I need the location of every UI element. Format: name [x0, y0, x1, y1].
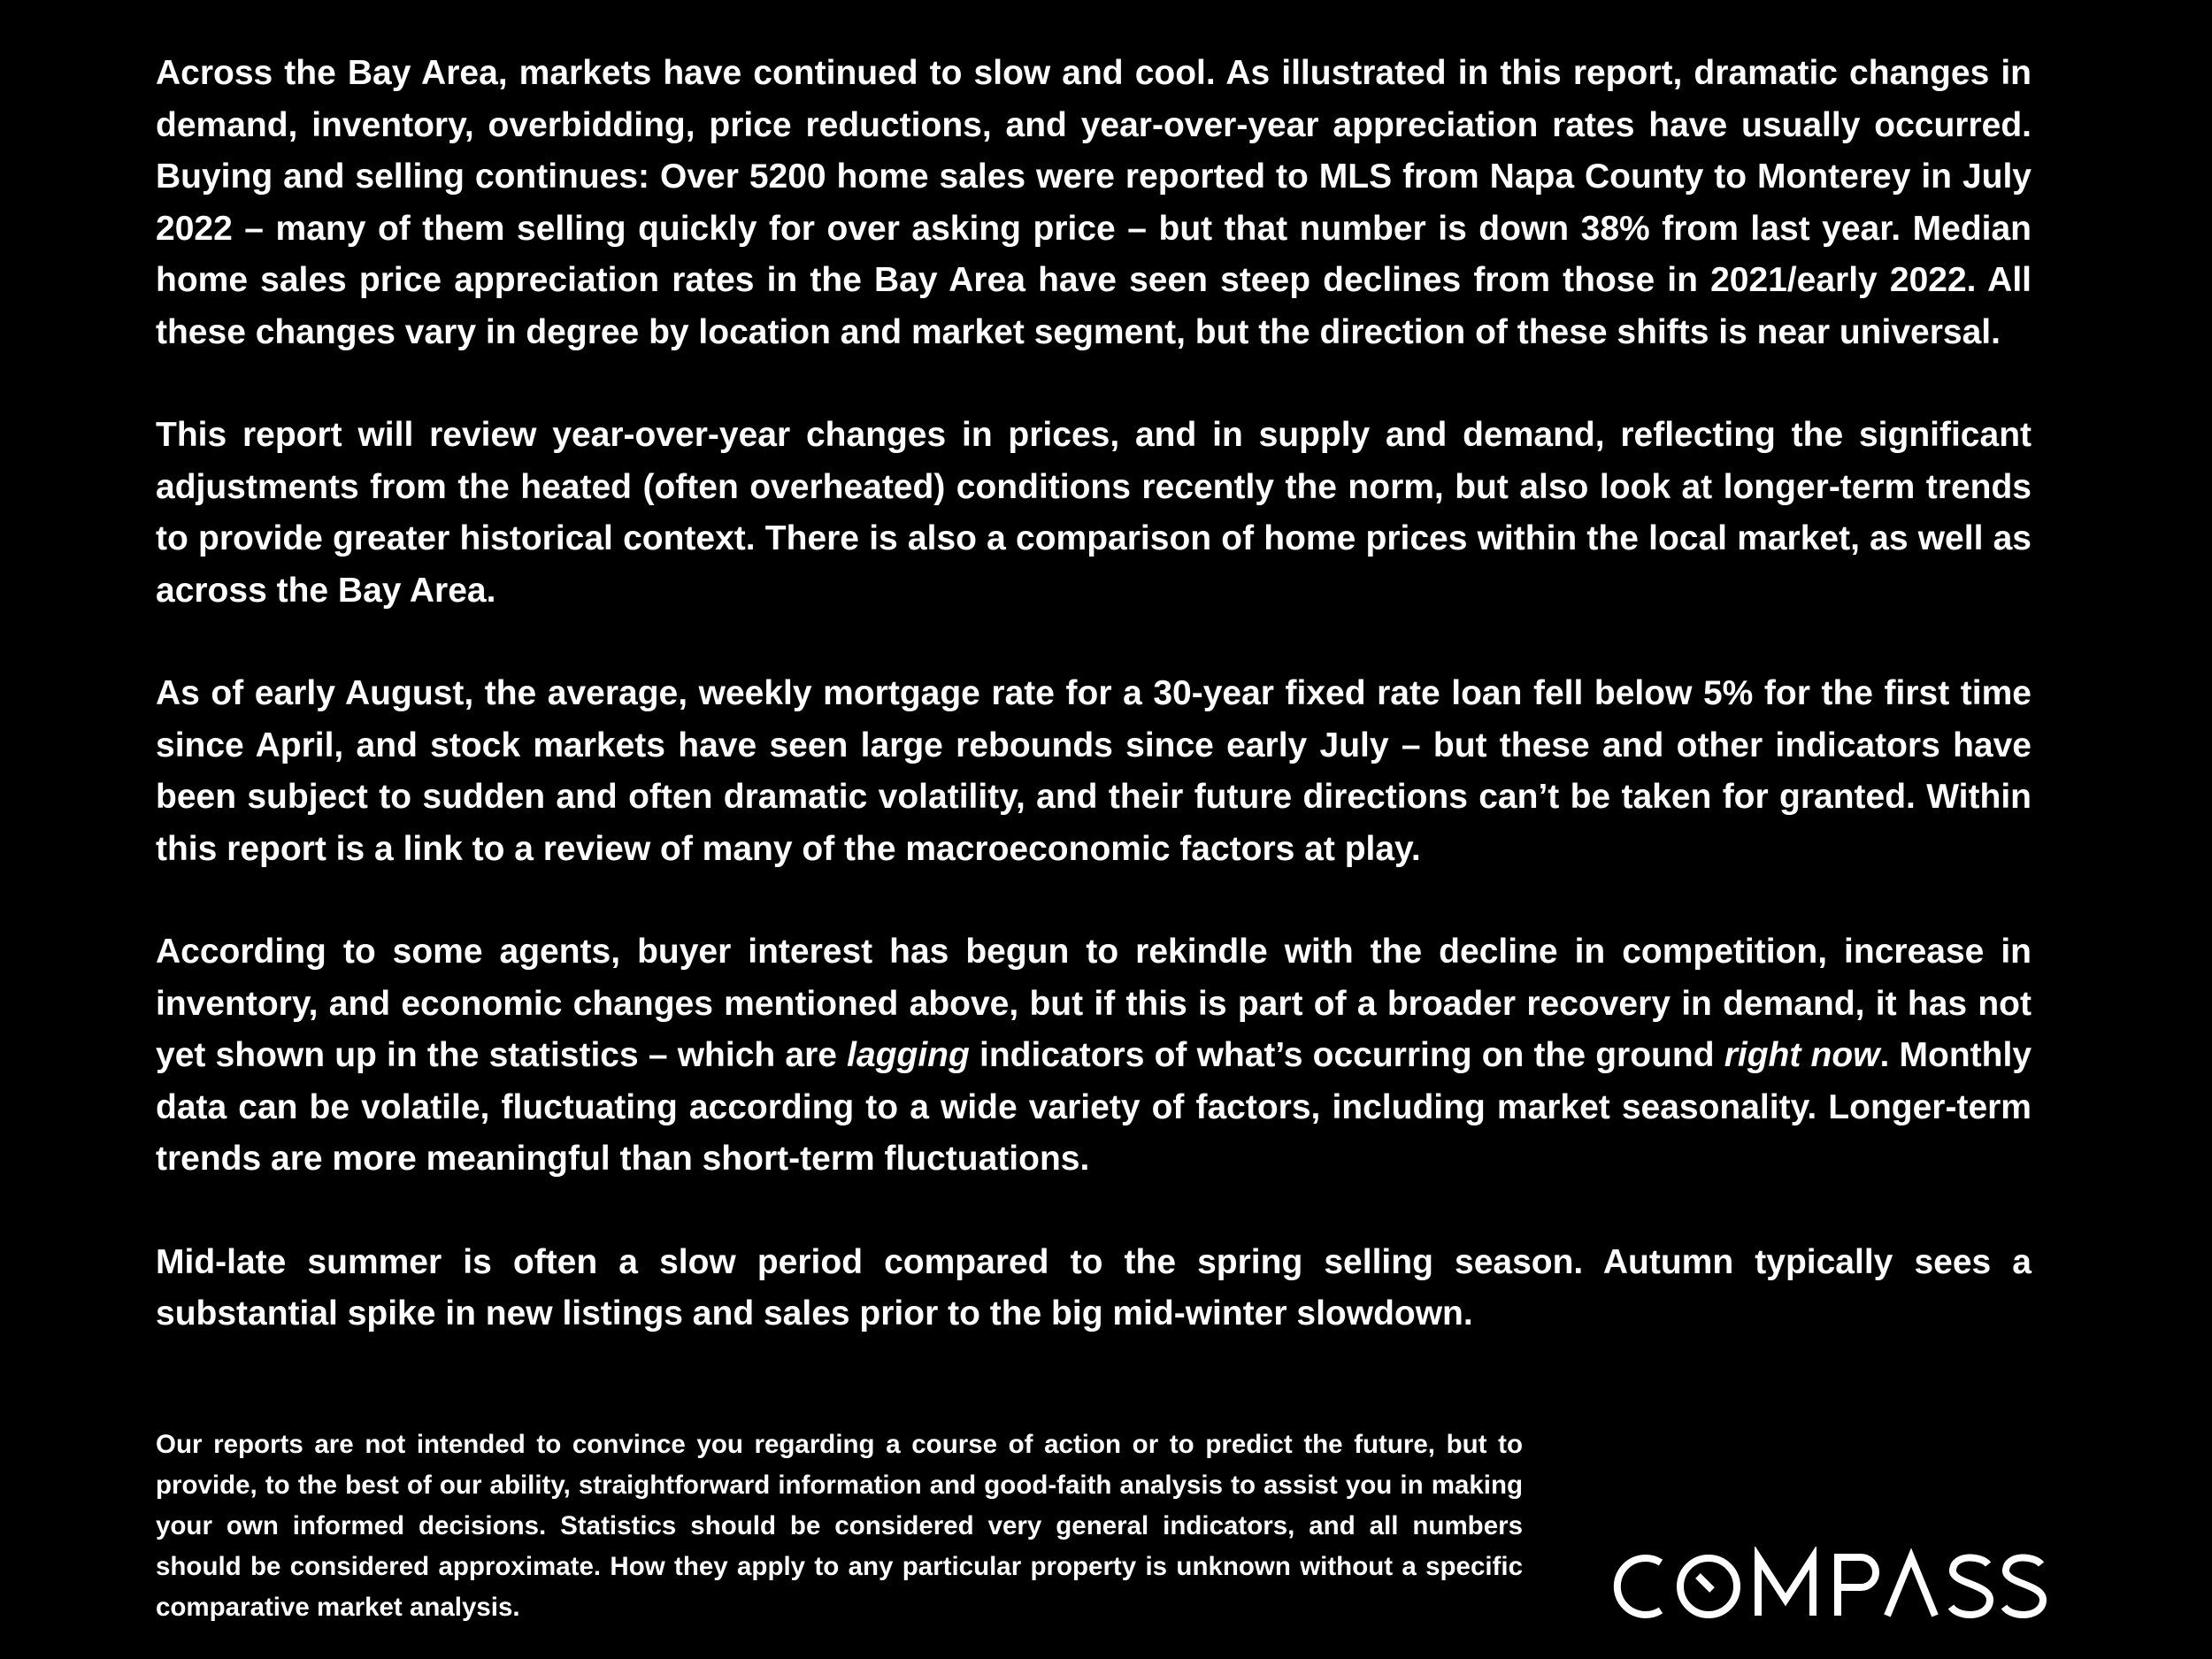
buyer-interest-italic-1: lagging: [847, 1036, 970, 1074]
buyer-interest-text-3: . Monthly data can be volatile, fluctuating according to a wide variety of factors, including market seasonality. Longer-term trends are more meaningful than short-term fluctuations.: [156, 1036, 2032, 1178]
paragraph-mortgage-rates: As of early August, the average, weekly mortgage rate for a 30-year fixed rate loan fell below 5% for the first time since April, and stock markets have seen large rebounds since early July – but these and other indicators have been subject to sudden and often dramatic volatility, and their future directions can’t be taken for granted. Within this report is a link to a review of many of the macroeconomic factors at play.: [156, 674, 2032, 868]
paragraph-buyer-interest: [156, 926, 2032, 1186]
buyer-interest-italic-2: right now: [1724, 1036, 1880, 1074]
paragraph-market-overview: Across the Bay Area, markets have continued to slow and cool. As illustrated in this report, dramatic changes in demand, inventory, overbidding, price reductions, and year-over-year appreciation rates have usually occurred. Buying and selling continues: Over 5200 home sales were reported to MLS from Napa County to Monterey in July 2022 – many of them selling quickly for over asking price – but that number is down 38% from last year. Median home sales price appreciation rates in the Bay Area have seen steep declines from those in 2021/early 2022. All these changes vary in degree by location and market segment, but the direction of these shifts is near universal.: [156, 54, 2032, 351]
disclaimer-text: Our reports are not intended to convince you regarding a course of action or to predict the future, but to provide, to the best of our ability, straightforward information and good-faith analysis to assist you in making your own informed decisions. Statistics should be considered very general indicators, and all numbers should be considered approximate. How they apply to any particular property is unknown without a specific comparative market analysis.: [156, 1430, 1523, 1622]
buyer-interest-text-1: According to some agents, buyer interest has begun to rekindle with the decline in competition, increase in inventory, and economic changes mentioned above, but if this is part of a broader recovery in demand, it has not yet shown up in the statistics – which are: [156, 933, 2032, 1074]
paragraph-seasonality: Mid-late summer is often a slow period compared to the spring selling season. Autumn typically sees a substantial spike in new listings and sales prior to the big mid-winter slowdown.: [156, 1242, 2032, 1333]
report-body: [156, 48, 2032, 1392]
buyer-interest-text-2: indicators of what’s occurring on the ground: [969, 1036, 1724, 1074]
paragraph-report-scope: This report will review year-over-year changes in prices, and in supply and demand, reflecting the significant adjustments from the heated (often overheated) conditions recently the norm, but also look at longer-term trends to provide greater historical context. There is also a comparison of home prices within the local market, as well as across the Bay Area.: [156, 416, 2032, 610]
compass-logo: [1606, 1547, 2066, 1626]
